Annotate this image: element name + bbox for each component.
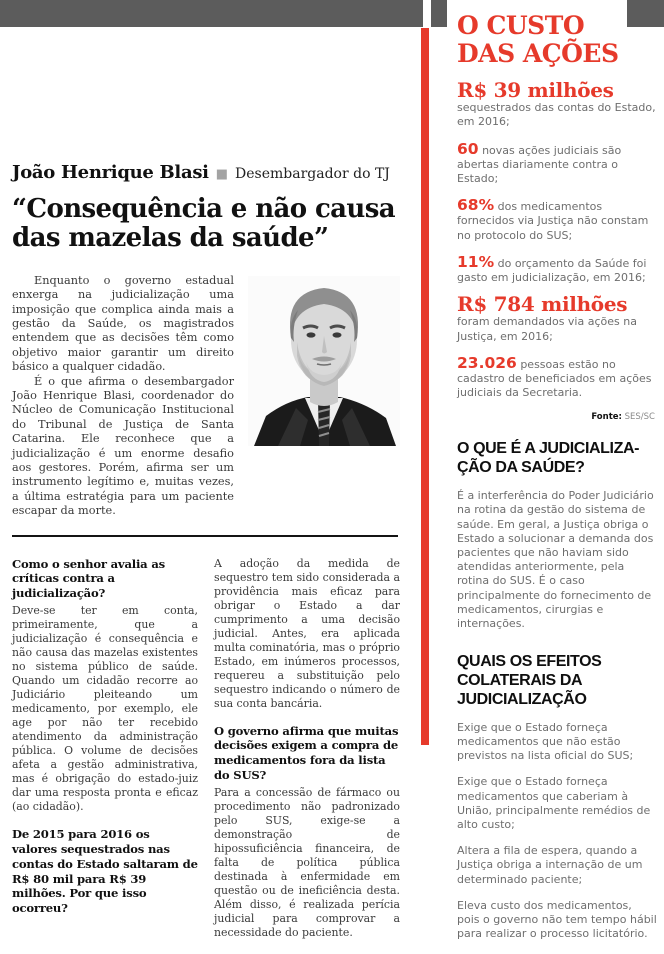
stat-item	[457, 292, 657, 344]
portrait-photo	[248, 276, 400, 446]
article-headline	[12, 195, 400, 254]
stat-text: novas ações judiciais são abertas diariamente contra o Estado;	[457, 143, 622, 186]
intro-text	[12, 274, 234, 519]
effect-item: Exige que o Estado forneça medicamentos que caberiam à União, principalmente remédios de alto custo;	[457, 775, 651, 832]
stat-value: R$ 784 milhões	[457, 292, 628, 317]
qa-answer: Deve-se ter em conta, primeiramente, que a judicialização é consequência e não causa das mazelas existentes no sistema público de saúde. Quando um cidadão recorre ao Judiciário pleiteando um medicamento, por exemplo, ele age por não ter recebido atendimento da administração pública. O volume de decisões afeta a gestão administrativa, mas é obrigação do estado-juiz dar uma resposta pronta e eficaz (ao cidadão).	[12, 604, 198, 814]
effects-heading-line1: QUAIS OS EFEITOS	[457, 653, 602, 671]
qa-columns	[12, 557, 400, 940]
effect-item: Altera a fila de espera, quando a Justiça obriga a internação de um determinado paciente;	[457, 844, 643, 886]
stat-value: 23.026	[457, 353, 517, 372]
qa-answer: Para a concessão de fármaco ou procedimento não padronizado pelo SUS, exige-se a demonstração de hipossuficiência financeira, de falta de política pública destinada à enfermidade em questão ou de ineficiência desta. Além disso, é realizada perícia judicial para comprovar a necessidade do paciente.	[214, 785, 400, 939]
section-divider-rule	[12, 535, 398, 537]
cost-sidebar	[457, 12, 657, 954]
stat-value: 60	[457, 139, 479, 158]
red-column-divider	[421, 28, 429, 745]
stat-text: do orçamento da Saúde foi gasto em judicialização, em 2016;	[457, 256, 647, 285]
source-note	[457, 412, 655, 422]
sidebar-title-line2: DAS AÇÕES	[457, 38, 619, 68]
source-label: Fonte:	[591, 412, 622, 423]
author-name: João Henrique Blasi	[12, 162, 209, 183]
header-bar-middle	[431, 0, 447, 27]
author-role: Desembargador do TJ	[235, 166, 390, 182]
main-article	[12, 162, 400, 940]
intro-paragraph: Enquanto o governo estadual enxerga na judicialização uma imposição que complica ainda mais a gestão da Saúde, os magistrados entendem que as decisões têm como objetivo maior garantir um direito básico a qualquer cidadão.	[12, 273, 234, 374]
source-value: SES/SC	[624, 412, 655, 423]
byline	[12, 162, 400, 183]
stat-text: foram demandados via ações na Justiça, em 2016;	[457, 315, 637, 343]
effects-heading	[457, 653, 657, 710]
stat-value: R$ 39 milhões	[457, 78, 614, 102]
stat-item	[457, 139, 657, 187]
sidebar-title-line1: O CUSTO	[457, 11, 585, 40]
stat-text: sequestrados das contas do Estado, em 2016;	[457, 101, 656, 129]
square-marker-icon: ■	[215, 167, 229, 182]
stat-text: pessoas estão no cadastro de beneficiados em ações judiciais da Secretaria.	[457, 357, 652, 400]
sidebar-title	[457, 12, 657, 67]
stat-item	[457, 78, 657, 130]
what-is-body: É a interferência do Poder Judiciário na rotina da gestão do sistema de saúde. Em geral, a Justiça obriga o Estado a solucionar a demanda dos pacientes que não haviam sido atendidas anteriormente, pela rotina do SUS. É o caso principalmente do fornecimento de medicamentos, cirurgias e internações.	[457, 489, 654, 631]
effects-heading-line3: JUDICIALIZAÇÃO	[457, 690, 587, 708]
stat-item	[457, 353, 657, 401]
stat-value: 68%	[457, 196, 495, 215]
qa-question: Como o senhor avalia as críticas contra a judicialização?	[12, 556, 165, 601]
effect-item: Eleva custo dos medicamentos, pois o governo não tem tempo hábil para realizar o processo licitatório.	[457, 898, 657, 941]
header-bar-left	[0, 0, 423, 27]
effect-item: Exige que o Estado forneça medicamentos que não estão previstos na lista oficial do SUS;	[457, 720, 634, 763]
effects-heading-line2: COLATERAIS DA	[457, 672, 583, 690]
qa-question: De 2015 para 2016 os valores sequestrados nas contas do Estado saltaram de R$ 80 mil para R$ 39 milhões. Por que isso ocorreu?	[12, 827, 198, 916]
stat-item	[457, 198, 657, 243]
what-is-heading-line1: O QUE É A JUDICIALIZA-	[457, 440, 640, 458]
qa-answer: A adoção da medida de sequestro tem sido considerada a providência mais eficaz para obrigar o Estado a dar cumprimento a uma decisão judicial. Antes, era aplicada multa cominatória, mas o próprio Estado, em inúmeros processos, requereu a substituição pelo sequestro indicando o número de sua conta bancária.	[214, 556, 400, 710]
qa-question: O governo afirma que muitas decisões exigem a compra de medicamentos fora da lista do SUS?	[214, 723, 399, 783]
headline-line2: das mazelas da saúde”	[12, 223, 329, 254]
what-is-heading-line2: ÇÃO DA SAÚDE?	[457, 459, 585, 477]
intro-paragraph: É o que afirma o desembargador João Henrique Blasi, coordenador do Núcleo de Comunicação Institucional do Tribunal de Justiça de Santa Catarina. Ele reconhece que a judicialização é um enorme desafio aos gestores. Porém, afirma ser um instrumento legítimo e, muitas vezes, a última estratégia para um paciente escapar da morte.	[12, 374, 234, 518]
stat-value: 11%	[457, 252, 495, 271]
intro-section	[12, 274, 400, 519]
stats-list	[457, 78, 657, 400]
headline-line1: “Consequência e não causa	[12, 194, 396, 224]
stat-item	[457, 252, 657, 285]
stat-text: dos medicamentos fornecidos via Justiça não constam no protocolo do SUS;	[457, 200, 649, 242]
what-is-heading	[457, 440, 657, 478]
